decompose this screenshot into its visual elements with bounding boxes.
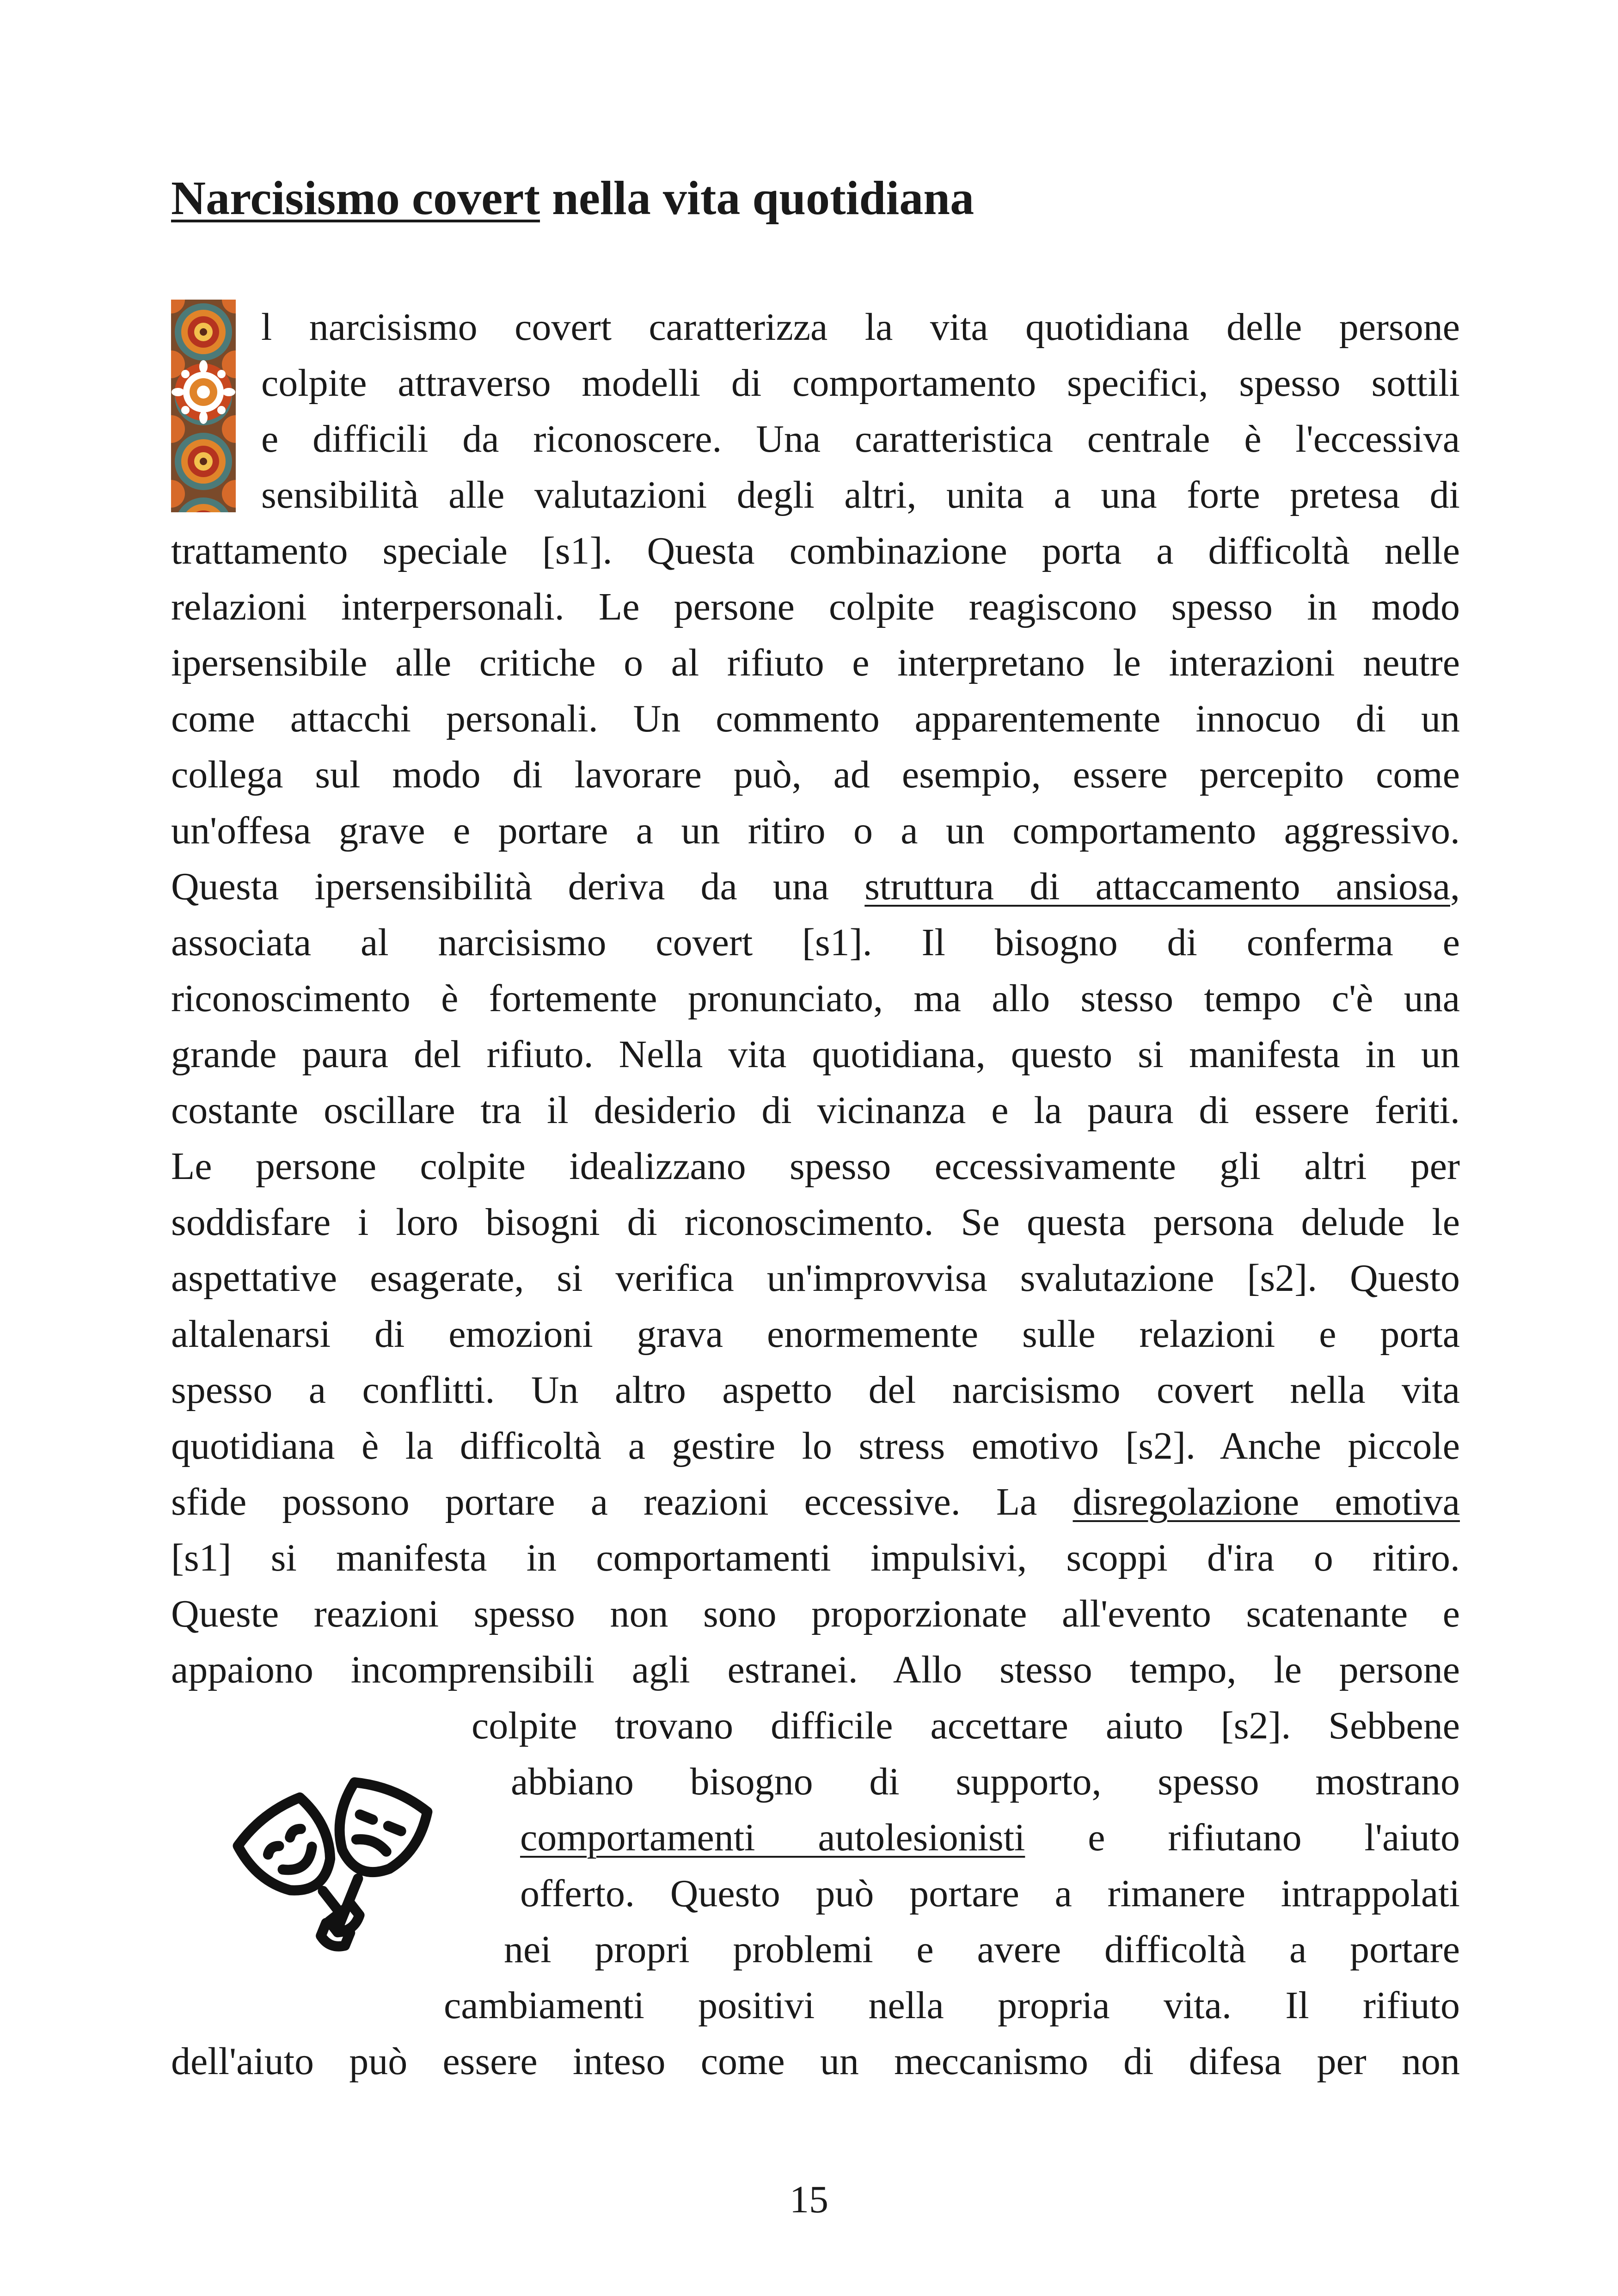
text-line: aspettative esagerate, si verifica un'improvvisa svalutazione [s2]. Questo <box>171 1257 1460 1300</box>
text-line: sensibilità alle valutazioni degli altri, unita a una forte pretesa di <box>261 473 1460 516</box>
text-line: un'offesa grave e portare a un ritiro o a un comportamento aggressivo. <box>171 809 1460 852</box>
line-text: Questa ipersensibilità deriva da una <box>171 865 865 908</box>
text-line: grande paura del rifiuto. Nella vita quotidiana, questo si manifesta in un <box>171 1033 1460 1076</box>
link-comportamenti-autolesionisti[interactable]: comportamenti autolesionisti <box>520 1816 1025 1859</box>
text-line: cambiamenti positivi nella propria vita. Il rifiuto <box>444 1984 1460 2027</box>
text-line: riconoscimento è fortemente pronunciato, ma allo stesso tempo c'è una <box>171 977 1460 1020</box>
line-text: , <box>1450 865 1460 908</box>
text-line <box>171 1479 1460 1525</box>
page-title <box>171 172 974 225</box>
text-line: Le persone colpite idealizzano spesso eccessivamente gli altri per <box>171 1145 1460 1188</box>
text-line: trattamento speciale [s1]. Questa combinazione porta a difficoltà nelle <box>171 529 1460 572</box>
text-line: collega sul modo di lavorare può, ad esempio, essere percepito come <box>171 753 1460 796</box>
text-line: soddisfare i loro bisogni di riconoscimento. Se questa persona delude le <box>171 1201 1460 1244</box>
text-line: appaiono incomprensibili agli estranei. Allo stesso tempo, le persone <box>171 1648 1460 1691</box>
text-line: colpite trovano difficile accettare aiuto [s2]. Sebbene <box>472 1704 1460 1747</box>
text-line: e difficili da riconoscere. Una caratteristica centrale è l'eccessiva <box>261 417 1460 460</box>
text-line: spesso a conflitti. Un altro aspetto del narcisismo covert nella vita <box>171 1369 1460 1412</box>
text-line: come attacchi personali. Un commento apparentemente innocuo di un <box>171 697 1460 740</box>
text-line: abbiano bisogno di supporto, spesso mostrano <box>511 1760 1460 1803</box>
text-line <box>520 1815 1460 1861</box>
text-line: [s1] si manifesta in comportamenti impulsivi, scoppi d'ira o ritiro. <box>171 1536 1460 1579</box>
theater-masks-icon <box>227 1768 435 1977</box>
text-line: quotidiana è la difficoltà a gestire lo stress emotivo [s2]. Anche piccole <box>171 1424 1460 1467</box>
text-line: costante oscillare tra il desiderio di vicinanza e la paura di essere feriti. <box>171 1089 1460 1132</box>
text-line: ipersensibile alle critiche o al rifiuto e interpretano le interazioni neutre <box>171 641 1460 684</box>
line-text: sfide possono portare a reazioni eccessive. La <box>171 1480 1073 1523</box>
text-line: colpite attraverso modelli di comportamento specifici, spesso sottili <box>261 362 1460 405</box>
text-line: nei propri problemi e avere difficoltà a portare <box>504 1928 1460 1971</box>
link-struttura-attaccamento[interactable]: struttura di attaccamento ansiosa <box>864 865 1450 908</box>
text-line: relazioni interpersonali. Le persone colpite reagiscono spesso in modo <box>171 585 1460 628</box>
page-number: 15 <box>790 2178 828 2221</box>
text-line: l narcisismo covert caratterizza la vita quotidiana delle persone <box>261 306 1460 349</box>
text-line: offerto. Questo può portare a rimanere intrappolati <box>520 1872 1460 1915</box>
text-line: associata al narcisismo covert [s1]. Il bisogno di conferma e <box>171 921 1460 964</box>
text-line <box>171 864 1460 910</box>
text-line: Queste reazioni spesso non sono proporzionate all'evento scatenante e <box>171 1592 1460 1635</box>
link-disregolazione-emotiva[interactable]: disregolazione emotiva <box>1073 1480 1460 1523</box>
text-line: altalenarsi di emozioni grava enormemente sulle relazioni e porta <box>171 1313 1460 1356</box>
text-line: dell'aiuto può essere inteso come un meccanismo di difesa per non <box>171 2040 1460 2083</box>
line-text: e rifiutano l'aiuto <box>1025 1816 1460 1859</box>
title-underlined: Narcisismo covert <box>171 172 540 225</box>
title-rest: nella vita quotidiana <box>540 172 974 225</box>
mandala-dropcap-icon <box>171 300 236 512</box>
